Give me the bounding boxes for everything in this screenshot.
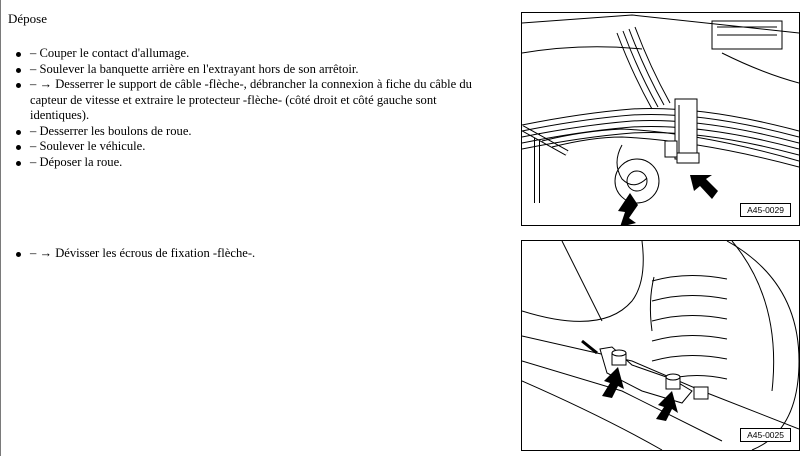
list-item: – → Dévisser les écrous de fixation -flèche-. (10, 246, 498, 262)
list-item: – Déposer la roue. (10, 155, 498, 171)
cable-support-illustration (522, 13, 799, 225)
figure-label: A45-0029 (740, 203, 791, 217)
window-left-border (0, 0, 1, 456)
page-title: Dépose (8, 11, 47, 26)
list-item: – → Desserrer le support de câble -flèche-, débrancher la connexion à fiche du câble du capteur de vitesse et extraire le protecteur -flèche- (côté droit et côté gauche sont identiques). (10, 77, 498, 124)
steps-list-1 (10, 46, 498, 170)
figure-fixing-nuts (521, 240, 800, 451)
list-item: – Soulever la banquette arrière en l'extrayant hors de son arrêtoir. (10, 62, 498, 78)
list-item: – Couper le contact d'allumage. (10, 46, 498, 62)
list-item: – Desserrer les boulons de roue. (10, 124, 498, 140)
steps-list-2 (10, 246, 498, 262)
figure-cable-support (521, 12, 800, 226)
figure-label: A45-0025 (740, 428, 791, 442)
list-item: – Soulever le véhicule. (10, 139, 498, 155)
arrow-icon (618, 175, 718, 225)
fixing-nuts-illustration (522, 241, 799, 450)
